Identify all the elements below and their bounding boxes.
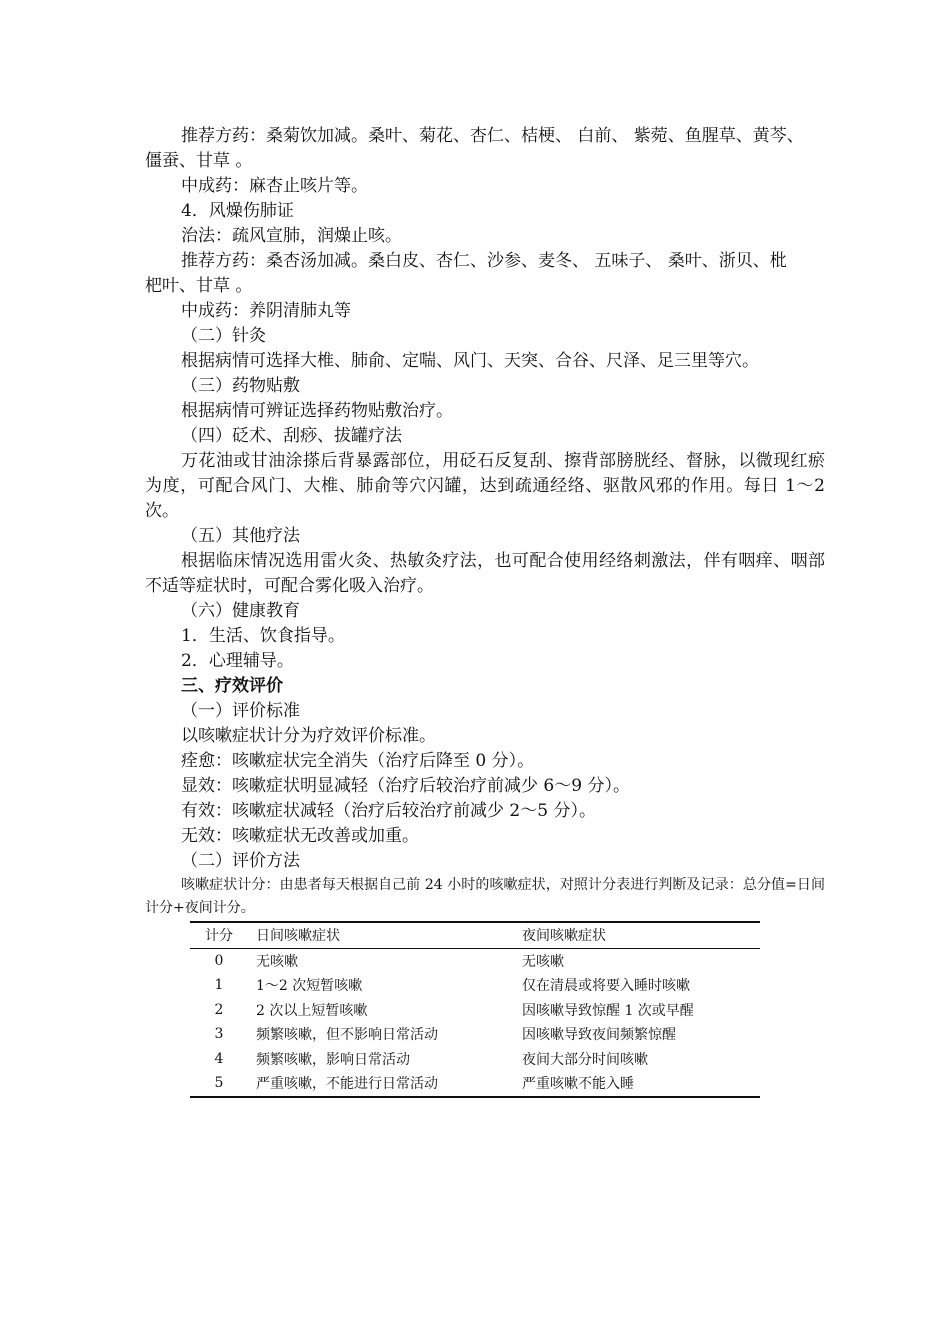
text-line: 无效：咳嗽症状无改善或加重。 (181, 826, 419, 846)
daytime-cell: 1～2 次短暂咳嗽 (256, 978, 363, 995)
list-item: 2．心理辅导。 (181, 651, 294, 671)
section-heading: （四）砭术、刮痧、拔罐疗法 (181, 426, 402, 446)
paragraph: 根据临床情况选用雷火灸、热敏灸疗法，也可配合使用经络刺激法，伴有咽痒、咽部不适等症状时，可配合雾化吸入治疗。 (145, 551, 825, 596)
nighttime-cell: 夜间大部分时间咳嗽 (522, 1051, 648, 1068)
table-row (190, 1071, 760, 1097)
text-line: 杷叶、甘草 。 (145, 276, 253, 296)
text-line: 推荐方药：桑杏汤加减。桑白皮、杏仁、沙参、麦冬、 五味子、 桑叶、浙贝、枇 (181, 251, 787, 271)
column-header-nighttime: 夜间咳嗽症状 (522, 928, 606, 945)
section-heading: （三）药物贴敷 (181, 376, 300, 396)
table-header-row (190, 922, 760, 948)
section-heading: （五）其他疗法 (181, 526, 300, 546)
section-heading: 4．风燥伤肺证 (181, 201, 294, 221)
text-line: 治法：疏风宣肺，润燥止咳。 (181, 226, 402, 246)
paragraph: 万花油或甘油涂搽后背暴露部位，用砭石反复刮、擦背部膀胱经、督脉，以微现红瘀为度，可配合风门、大椎、肺俞等穴闪罐，达到疏通经络、驱散风邪的作用。每日 1～2 次。 (145, 451, 825, 521)
text-line: 根据病情可辨证选择药物贴敷治疗。 (181, 401, 453, 421)
section-heading: （二）针灸 (181, 326, 266, 346)
nighttime-cell: 因咳嗽导致惊醒 1 次或早醒 (522, 1002, 694, 1019)
daytime-cell: 无咳嗽 (256, 953, 298, 970)
table-row (190, 973, 760, 998)
column-header-score: 计分 (205, 928, 233, 945)
score-cell: 4 (214, 1050, 224, 1067)
score-cell: 0 (214, 952, 224, 969)
nighttime-cell: 因咳嗽导致夜间频繁惊醒 (522, 1027, 676, 1044)
score-cell: 5 (214, 1075, 224, 1092)
table-row (190, 948, 760, 973)
cough-score-table (190, 921, 760, 1098)
table-row (190, 1047, 760, 1072)
score-cell: 3 (214, 1026, 224, 1043)
nighttime-cell: 仅在清晨或将要入睡时咳嗽 (522, 978, 690, 995)
table-row (190, 998, 760, 1023)
column-header-daytime: 日间咳嗽症状 (256, 928, 340, 945)
text-line: 中成药：麻杏止咳片等。 (181, 176, 368, 196)
text-line: 痊愈：咳嗽症状完全消失（治疗后降至 0 分）。 (181, 751, 535, 771)
score-cell: 1 (214, 977, 224, 994)
text-line: 显效：咳嗽症状明显减轻（治疗后较治疗前减少 6～9 分）。 (181, 776, 630, 796)
score-cell: 2 (214, 1001, 224, 1018)
text-line: 中成药：养阴清肺丸等 (181, 301, 351, 321)
daytime-cell: 2 次以上短暂咳嗽 (256, 1002, 368, 1019)
text-line: 以咳嗽症状计分为疗效评价标准。 (181, 726, 436, 746)
section-heading: （六）健康教育 (181, 601, 300, 621)
section-heading: （一）评价标准 (181, 701, 300, 721)
nighttime-cell: 严重咳嗽不能入睡 (522, 1076, 634, 1093)
chapter-heading: 三、疗效评价 (181, 676, 283, 696)
paragraph: 咳嗽症状计分：由患者每天根据自己前 24 小时的咳嗽症状，对照计分表进行判断及记录：总分值=日间计分+夜间计分。 (145, 877, 825, 916)
daytime-cell: 频繁咳嗽，但不影响日常活动 (256, 1027, 438, 1044)
daytime-cell: 严重咳嗽，不能进行日常活动 (256, 1076, 438, 1093)
document-body (145, 124, 825, 920)
daytime-cell: 频繁咳嗽，影响日常活动 (256, 1051, 410, 1068)
text-line: 根据病情可选择大椎、肺俞、定喘、风门、天突、合谷、尺泽、足三里等穴。 (181, 351, 759, 371)
table-row (190, 1022, 760, 1047)
text-line: 有效：咳嗽症状减轻（治疗后较治疗前减少 2～5 分）。 (181, 801, 596, 821)
text-line: 推荐方药：桑菊饮加减。桑叶、菊花、杏仁、桔梗、 白前、 紫菀、鱼腥草、黄芩、 (181, 126, 804, 146)
section-heading: （二）评价方法 (181, 851, 300, 871)
text-line: 僵蚕、甘草 。 (145, 151, 253, 171)
nighttime-cell: 无咳嗽 (522, 953, 564, 970)
list-item: 1．生活、饮食指导。 (181, 626, 345, 646)
